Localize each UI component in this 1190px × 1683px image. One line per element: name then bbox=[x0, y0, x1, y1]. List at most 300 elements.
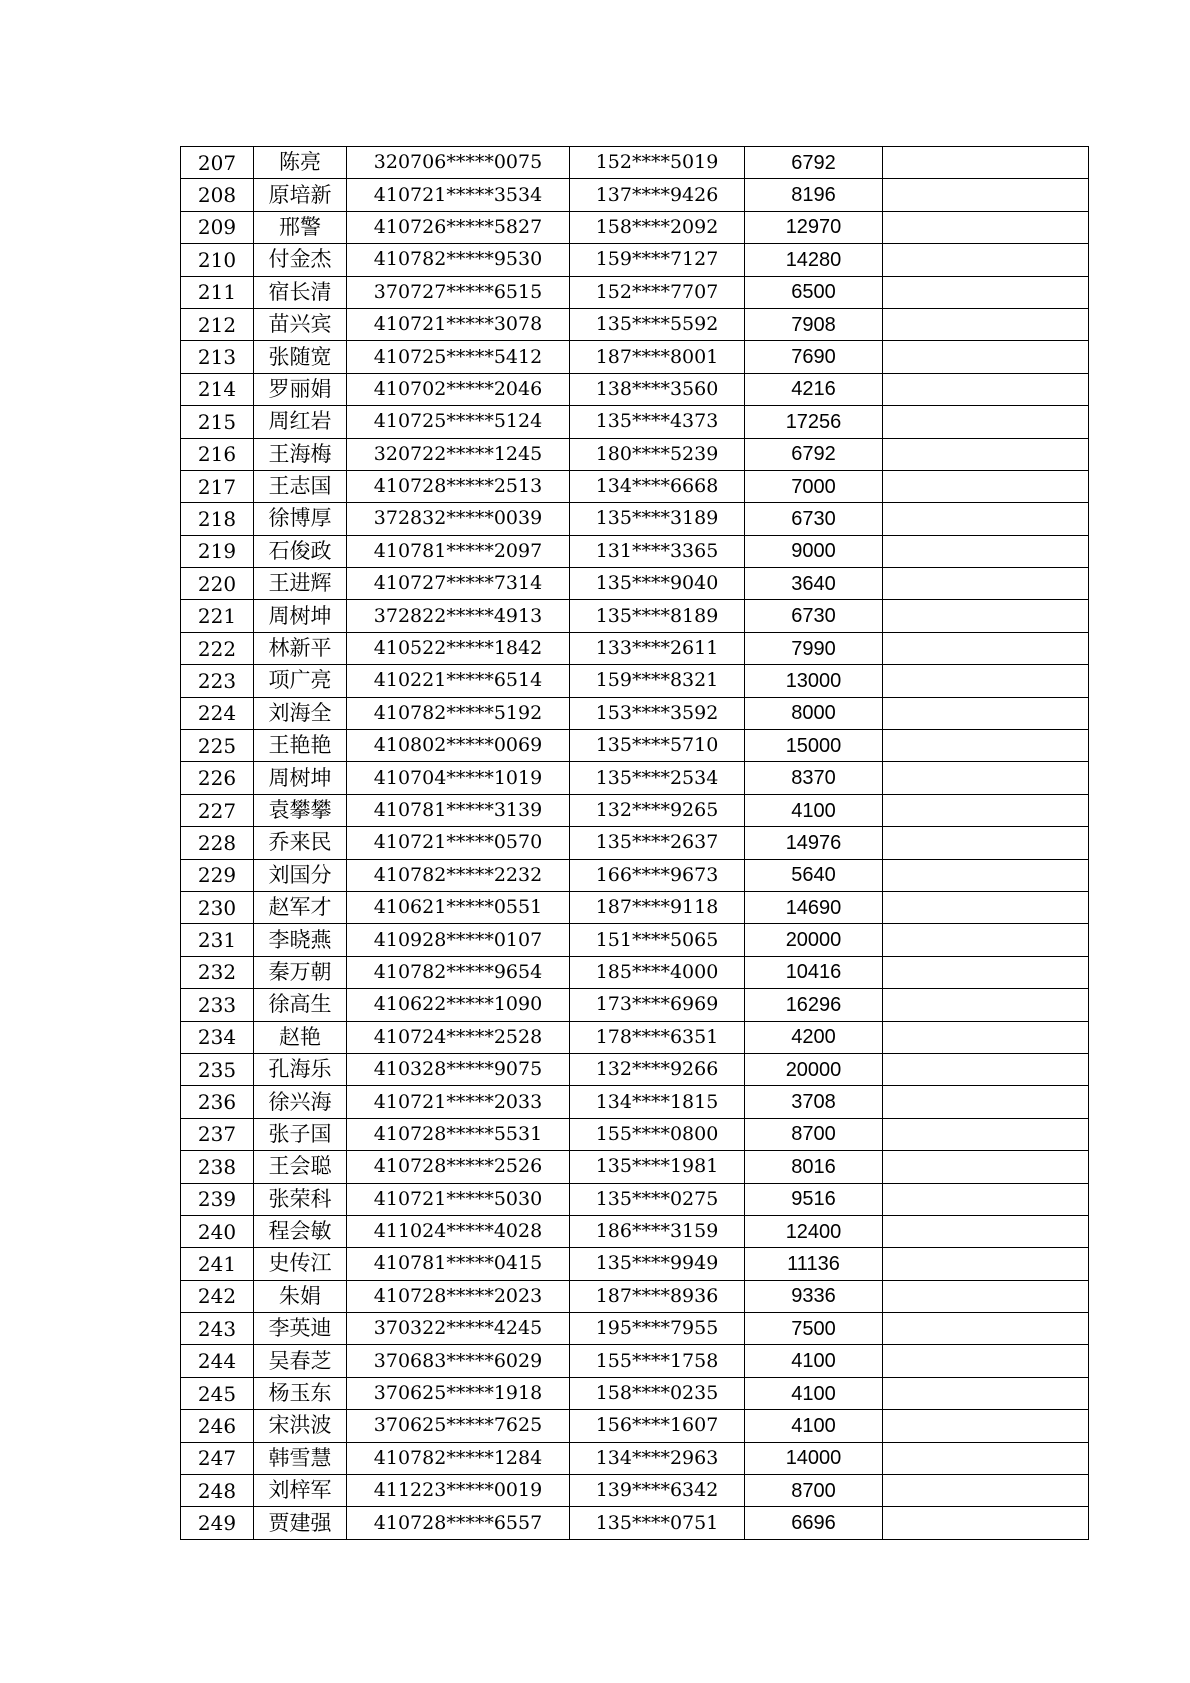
phone-cell: 186****3159 bbox=[570, 1215, 745, 1247]
id-number-cell: 410802*****0069 bbox=[347, 730, 570, 762]
row-number-cell: 240 bbox=[181, 1215, 254, 1247]
note-cell bbox=[883, 1442, 1089, 1474]
table-row bbox=[181, 1086, 1089, 1118]
id-number-cell: 370322*****4245 bbox=[347, 1313, 570, 1345]
amount-cell: 6730 bbox=[745, 503, 883, 535]
phone-cell: 135****9949 bbox=[570, 1248, 745, 1280]
row-number-cell: 208 bbox=[181, 179, 254, 211]
id-number-cell: 410928*****0107 bbox=[347, 924, 570, 956]
name-cell: 罗丽娟 bbox=[254, 373, 347, 405]
table-row bbox=[181, 1410, 1089, 1442]
id-number-cell: 372822*****4913 bbox=[347, 600, 570, 632]
row-number-cell: 224 bbox=[181, 697, 254, 729]
name-cell: 杨玉东 bbox=[254, 1377, 347, 1409]
table-row bbox=[181, 1183, 1089, 1215]
name-cell: 王志国 bbox=[254, 470, 347, 502]
row-number-cell: 228 bbox=[181, 827, 254, 859]
amount-cell: 6696 bbox=[745, 1507, 883, 1539]
phone-cell: 153****3592 bbox=[570, 697, 745, 729]
row-number-cell: 217 bbox=[181, 470, 254, 502]
note-cell bbox=[883, 179, 1089, 211]
id-number-cell: 410781*****2097 bbox=[347, 535, 570, 567]
name-cell: 王艳艳 bbox=[254, 730, 347, 762]
row-number-cell: 226 bbox=[181, 762, 254, 794]
id-number-cell: 410782*****2232 bbox=[347, 859, 570, 891]
row-number-cell: 222 bbox=[181, 632, 254, 664]
note-cell bbox=[883, 1118, 1089, 1150]
name-cell: 张随宽 bbox=[254, 341, 347, 373]
amount-cell: 7000 bbox=[745, 470, 883, 502]
amount-cell: 20000 bbox=[745, 924, 883, 956]
phone-cell: 185****4000 bbox=[570, 956, 745, 988]
note-cell bbox=[883, 535, 1089, 567]
amount-cell: 12970 bbox=[745, 211, 883, 243]
name-cell: 乔来民 bbox=[254, 827, 347, 859]
id-number-cell: 410725*****5124 bbox=[347, 406, 570, 438]
amount-cell: 4100 bbox=[745, 1345, 883, 1377]
table-row bbox=[181, 568, 1089, 600]
id-number-cell: 410702*****2046 bbox=[347, 373, 570, 405]
phone-cell: 135****2637 bbox=[570, 827, 745, 859]
amount-cell: 4100 bbox=[745, 794, 883, 826]
row-number-cell: 236 bbox=[181, 1086, 254, 1118]
note-cell bbox=[883, 341, 1089, 373]
note-cell bbox=[883, 730, 1089, 762]
phone-cell: 155****1758 bbox=[570, 1345, 745, 1377]
row-number-cell: 244 bbox=[181, 1345, 254, 1377]
id-number-cell: 410728*****2526 bbox=[347, 1151, 570, 1183]
table-row bbox=[181, 1248, 1089, 1280]
phone-cell: 135****5710 bbox=[570, 730, 745, 762]
amount-cell: 14000 bbox=[745, 1442, 883, 1474]
phone-cell: 135****1981 bbox=[570, 1151, 745, 1183]
row-number-cell: 210 bbox=[181, 244, 254, 276]
id-number-cell: 410621*****0551 bbox=[347, 891, 570, 923]
phone-cell: 151****5065 bbox=[570, 924, 745, 956]
row-number-cell: 221 bbox=[181, 600, 254, 632]
amount-cell: 14976 bbox=[745, 827, 883, 859]
phone-cell: 135****2534 bbox=[570, 762, 745, 794]
note-cell bbox=[883, 1475, 1089, 1507]
table-row bbox=[181, 308, 1089, 340]
table-row bbox=[181, 730, 1089, 762]
phone-cell: 187****9118 bbox=[570, 891, 745, 923]
id-number-cell: 370727*****6515 bbox=[347, 276, 570, 308]
row-number-cell: 237 bbox=[181, 1118, 254, 1150]
row-number-cell: 232 bbox=[181, 956, 254, 988]
amount-cell: 9000 bbox=[745, 535, 883, 567]
table-row bbox=[181, 1151, 1089, 1183]
table-row bbox=[181, 989, 1089, 1021]
phone-cell: 166****9673 bbox=[570, 859, 745, 891]
name-cell: 徐兴海 bbox=[254, 1086, 347, 1118]
id-number-cell: 370625*****1918 bbox=[347, 1377, 570, 1409]
row-number-cell: 209 bbox=[181, 211, 254, 243]
name-cell: 王海梅 bbox=[254, 438, 347, 470]
id-number-cell: 410728*****2513 bbox=[347, 470, 570, 502]
phone-cell: 178****6351 bbox=[570, 1021, 745, 1053]
table-row bbox=[181, 697, 1089, 729]
amount-cell: 6730 bbox=[745, 600, 883, 632]
name-cell: 赵艳 bbox=[254, 1021, 347, 1053]
row-number-cell: 231 bbox=[181, 924, 254, 956]
amount-cell: 17256 bbox=[745, 406, 883, 438]
row-number-cell: 213 bbox=[181, 341, 254, 373]
id-number-cell: 410727*****7314 bbox=[347, 568, 570, 600]
id-number-cell: 410221*****6514 bbox=[347, 665, 570, 697]
table-row bbox=[181, 1507, 1089, 1539]
table-row bbox=[181, 276, 1089, 308]
amount-cell: 5640 bbox=[745, 859, 883, 891]
row-number-cell: 243 bbox=[181, 1313, 254, 1345]
id-number-cell: 370683*****6029 bbox=[347, 1345, 570, 1377]
name-cell: 张荣科 bbox=[254, 1183, 347, 1215]
row-number-cell: 246 bbox=[181, 1410, 254, 1442]
amount-cell: 7990 bbox=[745, 632, 883, 664]
amount-cell: 6500 bbox=[745, 276, 883, 308]
table-row bbox=[181, 762, 1089, 794]
table-row bbox=[181, 1118, 1089, 1150]
note-cell bbox=[883, 1151, 1089, 1183]
id-number-cell: 410782*****9654 bbox=[347, 956, 570, 988]
phone-cell: 135****8189 bbox=[570, 600, 745, 632]
note-cell bbox=[883, 794, 1089, 826]
note-cell bbox=[883, 373, 1089, 405]
amount-cell: 8000 bbox=[745, 697, 883, 729]
id-number-cell: 410728*****5531 bbox=[347, 1118, 570, 1150]
phone-cell: 158****2092 bbox=[570, 211, 745, 243]
name-cell: 孔海乐 bbox=[254, 1053, 347, 1085]
amount-cell: 8700 bbox=[745, 1118, 883, 1150]
table-row bbox=[181, 859, 1089, 891]
id-number-cell: 410781*****3139 bbox=[347, 794, 570, 826]
table-row bbox=[181, 406, 1089, 438]
id-number-cell: 410622*****1090 bbox=[347, 989, 570, 1021]
row-number-cell: 225 bbox=[181, 730, 254, 762]
id-number-cell: 410781*****0415 bbox=[347, 1248, 570, 1280]
name-cell: 程会敏 bbox=[254, 1215, 347, 1247]
table-row bbox=[181, 470, 1089, 502]
name-cell: 付金杰 bbox=[254, 244, 347, 276]
name-cell: 石俊政 bbox=[254, 535, 347, 567]
table-row bbox=[181, 438, 1089, 470]
note-cell bbox=[883, 406, 1089, 438]
row-number-cell: 218 bbox=[181, 503, 254, 535]
note-cell bbox=[883, 503, 1089, 535]
row-number-cell: 238 bbox=[181, 1151, 254, 1183]
table-row bbox=[181, 665, 1089, 697]
phone-cell: 155****0800 bbox=[570, 1118, 745, 1150]
name-cell: 周红岩 bbox=[254, 406, 347, 438]
table-row bbox=[181, 1377, 1089, 1409]
table-row bbox=[181, 1215, 1089, 1247]
name-cell: 张子国 bbox=[254, 1118, 347, 1150]
amount-cell: 14690 bbox=[745, 891, 883, 923]
table-row bbox=[181, 147, 1089, 179]
id-number-cell: 370625*****7625 bbox=[347, 1410, 570, 1442]
id-number-cell: 410721*****2033 bbox=[347, 1086, 570, 1118]
id-number-cell: 411024*****4028 bbox=[347, 1215, 570, 1247]
table-row bbox=[181, 1021, 1089, 1053]
id-number-cell: 410704*****1019 bbox=[347, 762, 570, 794]
name-cell: 宿长清 bbox=[254, 276, 347, 308]
note-cell bbox=[883, 308, 1089, 340]
id-number-cell: 410721*****0570 bbox=[347, 827, 570, 859]
note-cell bbox=[883, 1183, 1089, 1215]
note-cell bbox=[883, 1086, 1089, 1118]
phone-cell: 135****3189 bbox=[570, 503, 745, 535]
table-row bbox=[181, 827, 1089, 859]
row-number-cell: 242 bbox=[181, 1280, 254, 1312]
row-number-cell: 234 bbox=[181, 1021, 254, 1053]
amount-cell: 8370 bbox=[745, 762, 883, 794]
table-row bbox=[181, 794, 1089, 826]
id-number-cell: 410726*****5827 bbox=[347, 211, 570, 243]
id-number-cell: 410725*****5412 bbox=[347, 341, 570, 373]
name-cell: 刘梓军 bbox=[254, 1475, 347, 1507]
phone-cell: 173****6969 bbox=[570, 989, 745, 1021]
row-number-cell: 229 bbox=[181, 859, 254, 891]
note-cell bbox=[883, 1507, 1089, 1539]
table-row bbox=[181, 1442, 1089, 1474]
table-body bbox=[181, 147, 1089, 1540]
note-cell bbox=[883, 827, 1089, 859]
amount-cell: 9336 bbox=[745, 1280, 883, 1312]
id-number-cell: 372832*****0039 bbox=[347, 503, 570, 535]
note-cell bbox=[883, 924, 1089, 956]
id-number-cell: 320706*****0075 bbox=[347, 147, 570, 179]
note-cell bbox=[883, 147, 1089, 179]
amount-cell: 6792 bbox=[745, 438, 883, 470]
table-row bbox=[181, 632, 1089, 664]
id-number-cell: 410724*****2528 bbox=[347, 1021, 570, 1053]
name-cell: 朱娟 bbox=[254, 1280, 347, 1312]
name-cell: 王进辉 bbox=[254, 568, 347, 600]
note-cell bbox=[883, 1053, 1089, 1085]
phone-cell: 158****0235 bbox=[570, 1377, 745, 1409]
name-cell: 秦万朝 bbox=[254, 956, 347, 988]
amount-cell: 11136 bbox=[745, 1248, 883, 1280]
name-cell: 徐高生 bbox=[254, 989, 347, 1021]
amount-cell: 7500 bbox=[745, 1313, 883, 1345]
note-cell bbox=[883, 1410, 1089, 1442]
name-cell: 徐博厚 bbox=[254, 503, 347, 535]
note-cell bbox=[883, 697, 1089, 729]
id-number-cell: 410721*****3534 bbox=[347, 179, 570, 211]
id-number-cell: 411223*****0019 bbox=[347, 1475, 570, 1507]
note-cell bbox=[883, 470, 1089, 502]
name-cell: 吴春芝 bbox=[254, 1345, 347, 1377]
name-cell: 袁攀攀 bbox=[254, 794, 347, 826]
name-cell: 刘国分 bbox=[254, 859, 347, 891]
table-row bbox=[181, 1053, 1089, 1085]
row-number-cell: 207 bbox=[181, 147, 254, 179]
amount-cell: 7690 bbox=[745, 341, 883, 373]
note-cell bbox=[883, 632, 1089, 664]
row-number-cell: 212 bbox=[181, 308, 254, 340]
amount-cell: 8700 bbox=[745, 1475, 883, 1507]
row-number-cell: 220 bbox=[181, 568, 254, 600]
amount-cell: 9516 bbox=[745, 1183, 883, 1215]
id-number-cell: 410782*****5192 bbox=[347, 697, 570, 729]
phone-cell: 138****3560 bbox=[570, 373, 745, 405]
id-number-cell: 410522*****1842 bbox=[347, 632, 570, 664]
name-cell: 苗兴宾 bbox=[254, 308, 347, 340]
name-cell: 周树坤 bbox=[254, 762, 347, 794]
amount-cell: 4200 bbox=[745, 1021, 883, 1053]
note-cell bbox=[883, 665, 1089, 697]
note-cell bbox=[883, 600, 1089, 632]
note-cell bbox=[883, 438, 1089, 470]
phone-cell: 135****0275 bbox=[570, 1183, 745, 1215]
id-number-cell: 410721*****3078 bbox=[347, 308, 570, 340]
amount-cell: 4100 bbox=[745, 1410, 883, 1442]
table-row bbox=[181, 891, 1089, 923]
note-cell bbox=[883, 1215, 1089, 1247]
note-cell bbox=[883, 1377, 1089, 1409]
phone-cell: 134****1815 bbox=[570, 1086, 745, 1118]
note-cell bbox=[883, 859, 1089, 891]
name-cell: 赵军才 bbox=[254, 891, 347, 923]
name-cell: 陈亮 bbox=[254, 147, 347, 179]
row-number-cell: 215 bbox=[181, 406, 254, 438]
note-cell bbox=[883, 211, 1089, 243]
table-row bbox=[181, 924, 1089, 956]
phone-cell: 135****9040 bbox=[570, 568, 745, 600]
note-cell bbox=[883, 956, 1089, 988]
note-cell bbox=[883, 1280, 1089, 1312]
row-number-cell: 230 bbox=[181, 891, 254, 923]
row-number-cell: 223 bbox=[181, 665, 254, 697]
name-cell: 王会聪 bbox=[254, 1151, 347, 1183]
row-number-cell: 247 bbox=[181, 1442, 254, 1474]
name-cell: 邢警 bbox=[254, 211, 347, 243]
name-cell: 周树坤 bbox=[254, 600, 347, 632]
row-number-cell: 211 bbox=[181, 276, 254, 308]
amount-cell: 10416 bbox=[745, 956, 883, 988]
amount-cell: 13000 bbox=[745, 665, 883, 697]
note-cell bbox=[883, 762, 1089, 794]
phone-cell: 135****5592 bbox=[570, 308, 745, 340]
phone-cell: 156****1607 bbox=[570, 1410, 745, 1442]
phone-cell: 132****9266 bbox=[570, 1053, 745, 1085]
amount-cell: 3640 bbox=[745, 568, 883, 600]
amount-cell: 8196 bbox=[745, 179, 883, 211]
id-number-cell: 410728*****6557 bbox=[347, 1507, 570, 1539]
phone-cell: 134****6668 bbox=[570, 470, 745, 502]
table-row bbox=[181, 503, 1089, 535]
amount-cell: 6792 bbox=[745, 147, 883, 179]
name-cell: 贾建强 bbox=[254, 1507, 347, 1539]
phone-cell: 195****7955 bbox=[570, 1313, 745, 1345]
row-number-cell: 233 bbox=[181, 989, 254, 1021]
roster-table bbox=[180, 146, 1089, 1540]
amount-cell: 7908 bbox=[745, 308, 883, 340]
phone-cell: 134****2963 bbox=[570, 1442, 745, 1474]
row-number-cell: 235 bbox=[181, 1053, 254, 1085]
note-cell bbox=[883, 568, 1089, 600]
phone-cell: 152****7707 bbox=[570, 276, 745, 308]
name-cell: 项广亮 bbox=[254, 665, 347, 697]
phone-cell: 135****0751 bbox=[570, 1507, 745, 1539]
row-number-cell: 248 bbox=[181, 1475, 254, 1507]
phone-cell: 137****9426 bbox=[570, 179, 745, 211]
amount-cell: 15000 bbox=[745, 730, 883, 762]
phone-cell: 139****6342 bbox=[570, 1475, 745, 1507]
amount-cell: 4216 bbox=[745, 373, 883, 405]
note-cell bbox=[883, 1345, 1089, 1377]
row-number-cell: 214 bbox=[181, 373, 254, 405]
name-cell: 林新平 bbox=[254, 632, 347, 664]
table-row bbox=[181, 373, 1089, 405]
note-cell bbox=[883, 244, 1089, 276]
phone-cell: 187****8001 bbox=[570, 341, 745, 373]
phone-cell: 152****5019 bbox=[570, 147, 745, 179]
amount-cell: 16296 bbox=[745, 989, 883, 1021]
phone-cell: 180****5239 bbox=[570, 438, 745, 470]
name-cell: 原培新 bbox=[254, 179, 347, 211]
phone-cell: 187****8936 bbox=[570, 1280, 745, 1312]
name-cell: 李晓燕 bbox=[254, 924, 347, 956]
table-row bbox=[181, 1313, 1089, 1345]
table-row bbox=[181, 341, 1089, 373]
id-number-cell: 410328*****9075 bbox=[347, 1053, 570, 1085]
phone-cell: 132****9265 bbox=[570, 794, 745, 826]
row-number-cell: 219 bbox=[181, 535, 254, 567]
name-cell: 韩雪慧 bbox=[254, 1442, 347, 1474]
table-row bbox=[181, 179, 1089, 211]
row-number-cell: 227 bbox=[181, 794, 254, 826]
id-number-cell: 410728*****2023 bbox=[347, 1280, 570, 1312]
id-number-cell: 320722*****1245 bbox=[347, 438, 570, 470]
table-row bbox=[181, 1475, 1089, 1507]
name-cell: 刘海全 bbox=[254, 697, 347, 729]
id-number-cell: 410721*****5030 bbox=[347, 1183, 570, 1215]
name-cell: 宋洪波 bbox=[254, 1410, 347, 1442]
note-cell bbox=[883, 276, 1089, 308]
amount-cell: 4100 bbox=[745, 1377, 883, 1409]
note-cell bbox=[883, 989, 1089, 1021]
note-cell bbox=[883, 1313, 1089, 1345]
name-cell: 史传江 bbox=[254, 1248, 347, 1280]
amount-cell: 8016 bbox=[745, 1151, 883, 1183]
note-cell bbox=[883, 1021, 1089, 1053]
row-number-cell: 241 bbox=[181, 1248, 254, 1280]
id-number-cell: 410782*****1284 bbox=[347, 1442, 570, 1474]
name-cell: 李英迪 bbox=[254, 1313, 347, 1345]
amount-cell: 20000 bbox=[745, 1053, 883, 1085]
row-number-cell: 249 bbox=[181, 1507, 254, 1539]
row-number-cell: 245 bbox=[181, 1377, 254, 1409]
note-cell bbox=[883, 1248, 1089, 1280]
phone-cell: 133****2611 bbox=[570, 632, 745, 664]
table-row bbox=[181, 1345, 1089, 1377]
table-row bbox=[181, 956, 1089, 988]
table-row bbox=[181, 1280, 1089, 1312]
row-number-cell: 216 bbox=[181, 438, 254, 470]
table-row bbox=[181, 244, 1089, 276]
phone-cell: 159****7127 bbox=[570, 244, 745, 276]
amount-cell: 14280 bbox=[745, 244, 883, 276]
phone-cell: 159****8321 bbox=[570, 665, 745, 697]
phone-cell: 131****3365 bbox=[570, 535, 745, 567]
table-row bbox=[181, 600, 1089, 632]
id-number-cell: 410782*****9530 bbox=[347, 244, 570, 276]
note-cell bbox=[883, 891, 1089, 923]
row-number-cell: 239 bbox=[181, 1183, 254, 1215]
amount-cell: 12400 bbox=[745, 1215, 883, 1247]
table-row bbox=[181, 535, 1089, 567]
